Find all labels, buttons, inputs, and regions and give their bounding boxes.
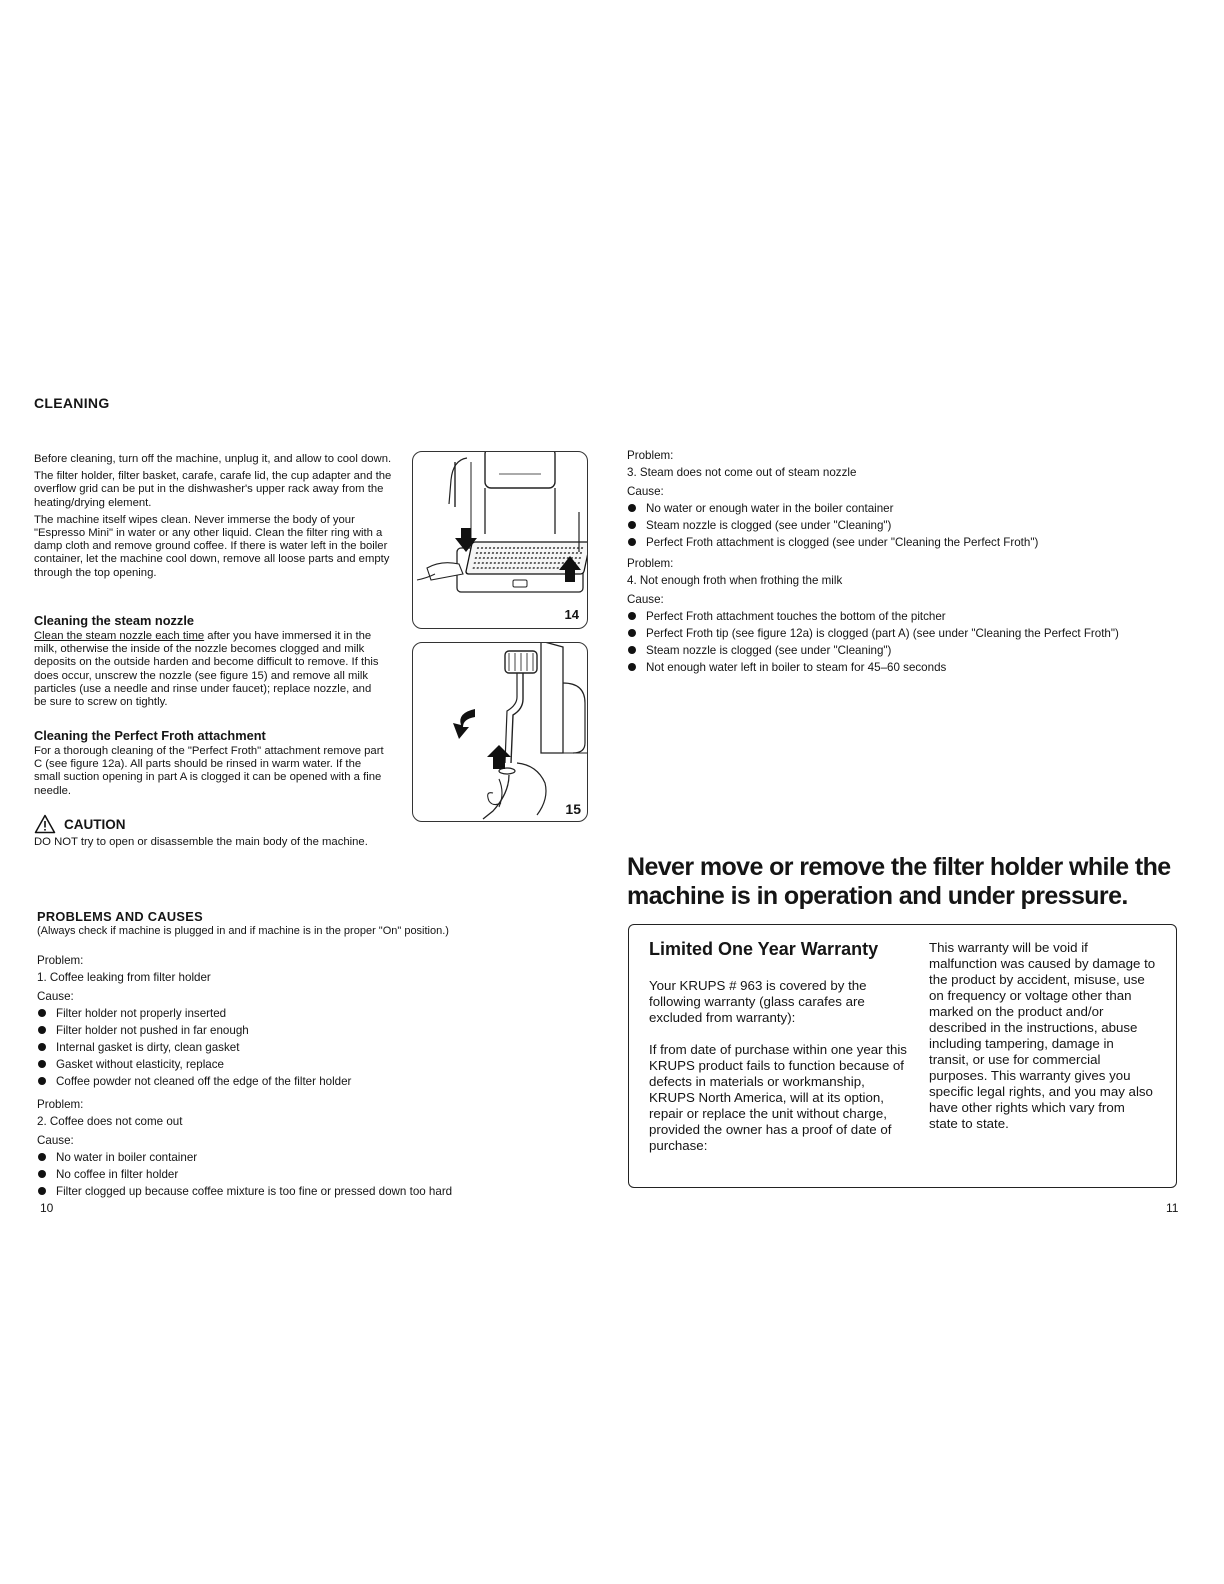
problem-3-causes xyxy=(627,500,1207,551)
problems-note: (Always check if machine is plugged in and if machine is in the proper "On" position.) xyxy=(37,925,449,937)
problem-3-label: Problem: xyxy=(627,449,674,462)
warranty-exclusions: This warranty will be void if malfunction was caused by damage to the product by accident, misuse, use on frequency or voltage other than marked on the product and/or described in the instructions, abuse including tampering, damage in transit, or use for commercial purposes. This warranty gives you specific legal rights, and you may also have other rights which vary from state to state. xyxy=(929,940,1156,1131)
list-item: Filter clogged up because coffee mixture is too fine or pressed down too hard xyxy=(37,1183,597,1200)
list-item: Perfect Froth attachment is clogged (see under "Cleaning the Perfect Froth") xyxy=(627,534,1207,551)
intro-paragraph-3: The machine itself wipes clean. Never immerse the body of your "Espresso Mini" in water or any other liquid. Clean the filter ring with a damp cloth and remove ground coffee. If there is water left in the boiler container, let the machine cool down, remove all loose parts and empty through the top opening. xyxy=(34,513,390,579)
steam-nozzle-text xyxy=(34,630,384,709)
problem-4-causes xyxy=(627,608,1217,676)
figure-14-number: 14 xyxy=(564,607,579,622)
warning-triangle-icon xyxy=(34,814,56,834)
list-item: No water or enough water in the boiler container xyxy=(627,500,1207,517)
list-item: Internal gasket is dirty, clean gasket xyxy=(37,1039,597,1056)
warranty-column-1 xyxy=(649,939,911,1164)
warranty-box xyxy=(628,924,1177,1188)
caution-title: CAUTION xyxy=(64,816,126,832)
list-item: Perfect Froth tip (see figure 12a) is clogged (part A) (see under "Cleaning the Perfect Froth") xyxy=(627,625,1217,642)
problem-2-label: Problem: xyxy=(37,1098,84,1111)
problem-3-text: 3. Steam does not come out of steam nozzle xyxy=(627,466,857,479)
problem-1 xyxy=(37,952,597,1090)
problem-3-cause-label: Cause: xyxy=(627,485,664,498)
steam-nozzle-rest: after you have immersed it in the milk, otherwise the inside of the nozzle becomes clogged and milk deposits on the outside harden and become difficult to remove. If this does occur, unscrew the nozzle (see figure 15) and remove all milk particles (use a needle and rinse under faucet); replace nozzle, and be sure to screw on tightly. xyxy=(34,630,379,709)
caution-block xyxy=(34,814,414,853)
problem-2-cause-label: Cause: xyxy=(37,1134,74,1147)
problem-3 xyxy=(627,447,1207,551)
perfect-froth-title: Cleaning the Perfect Froth attachment xyxy=(34,728,266,743)
problem-1-causes xyxy=(37,1005,597,1090)
problem-1-text: 1. Coffee leaking from filter holder xyxy=(37,971,211,984)
list-item: Steam nozzle is clogged (see under "Cleaning") xyxy=(627,517,1207,534)
steam-nozzle-illustration xyxy=(413,643,587,821)
cleaning-intro xyxy=(34,453,396,584)
filter-grid-illustration xyxy=(413,452,587,628)
list-item: Steam nozzle is clogged (see under "Cleaning") xyxy=(627,642,1217,659)
problem-4-text: 4. Not enough froth when frothing the milk xyxy=(627,574,843,587)
problem-4 xyxy=(627,555,1217,676)
warranty-column-2 xyxy=(929,940,1157,1142)
list-item: Perfect Froth attachment touches the bottom of the pitcher xyxy=(627,608,1217,625)
problem-2 xyxy=(37,1096,597,1200)
problem-4-cause-label: Cause: xyxy=(627,593,664,606)
steam-nozzle-title: Cleaning the steam nozzle xyxy=(34,613,194,628)
page-number-right: 11 xyxy=(1166,1201,1179,1215)
problems-section xyxy=(37,909,597,939)
warranty-terms: If from date of purchase within one year this KRUPS product fails to function because of defects in materials or workmanship, KRUPS North America, will at its option, repair or replace the unit without charge, provided the owner has a proof of date of purchase: xyxy=(649,1042,907,1153)
warning-banner: Never move or remove the filter holder while the machine is in operation and under pressure. xyxy=(627,853,1171,910)
list-item: No coffee in filter holder xyxy=(37,1166,597,1183)
warranty-title: Limited One Year Warranty xyxy=(649,939,879,959)
page-number-left: 10 xyxy=(40,1201,54,1215)
intro-paragraph-2: The filter holder, filter basket, carafe, carafe lid, the cup adapter and the overflow grid can be put in the dishwasher's upper rack away from the heating/drying element. xyxy=(34,470,392,509)
problem-2-text: 2. Coffee does not come out xyxy=(37,1115,183,1128)
list-item: Filter holder not properly inserted xyxy=(37,1005,597,1022)
problem-4-label: Problem: xyxy=(627,557,674,570)
problems-heading: PROBLEMS AND CAUSES xyxy=(37,909,203,924)
list-item: No water in boiler container xyxy=(37,1149,597,1166)
list-item: Coffee powder not cleaned off the edge of the filter holder xyxy=(37,1073,597,1090)
steam-nozzle-emphasis: Clean the steam nozzle each time xyxy=(34,630,205,642)
figure-15 xyxy=(412,642,588,822)
intro-paragraph-1: Before cleaning, turn off the machine, unplug it, and allow to cool down. xyxy=(34,453,392,465)
cleaning-heading: CLEANING xyxy=(34,395,110,411)
figure-15-number: 15 xyxy=(565,801,581,817)
list-item: Not enough water left in boiler to steam for 45–60 seconds xyxy=(627,659,1217,676)
perfect-froth-text: For a thorough cleaning of the "Perfect Froth" attachment remove part C (see figure 12a). All parts should be rinsed in warm water. If the small suction opening in part A is clogged it can be opened with a fine needle. xyxy=(34,745,384,797)
warranty-coverage: Your KRUPS # 963 is covered by the following warranty (glass carafes are excluded from warranty): xyxy=(649,978,867,1025)
problem-1-label: Problem: xyxy=(37,954,84,967)
problem-1-cause-label: Cause: xyxy=(37,990,74,1003)
caution-text: DO NOT try to open or disassemble the main body of the machine. xyxy=(34,836,368,848)
list-item: Gasket without elasticity, replace xyxy=(37,1056,597,1073)
figure-14 xyxy=(412,451,588,629)
list-item: Filter holder not pushed in far enough xyxy=(37,1022,597,1039)
problem-2-causes xyxy=(37,1149,597,1200)
